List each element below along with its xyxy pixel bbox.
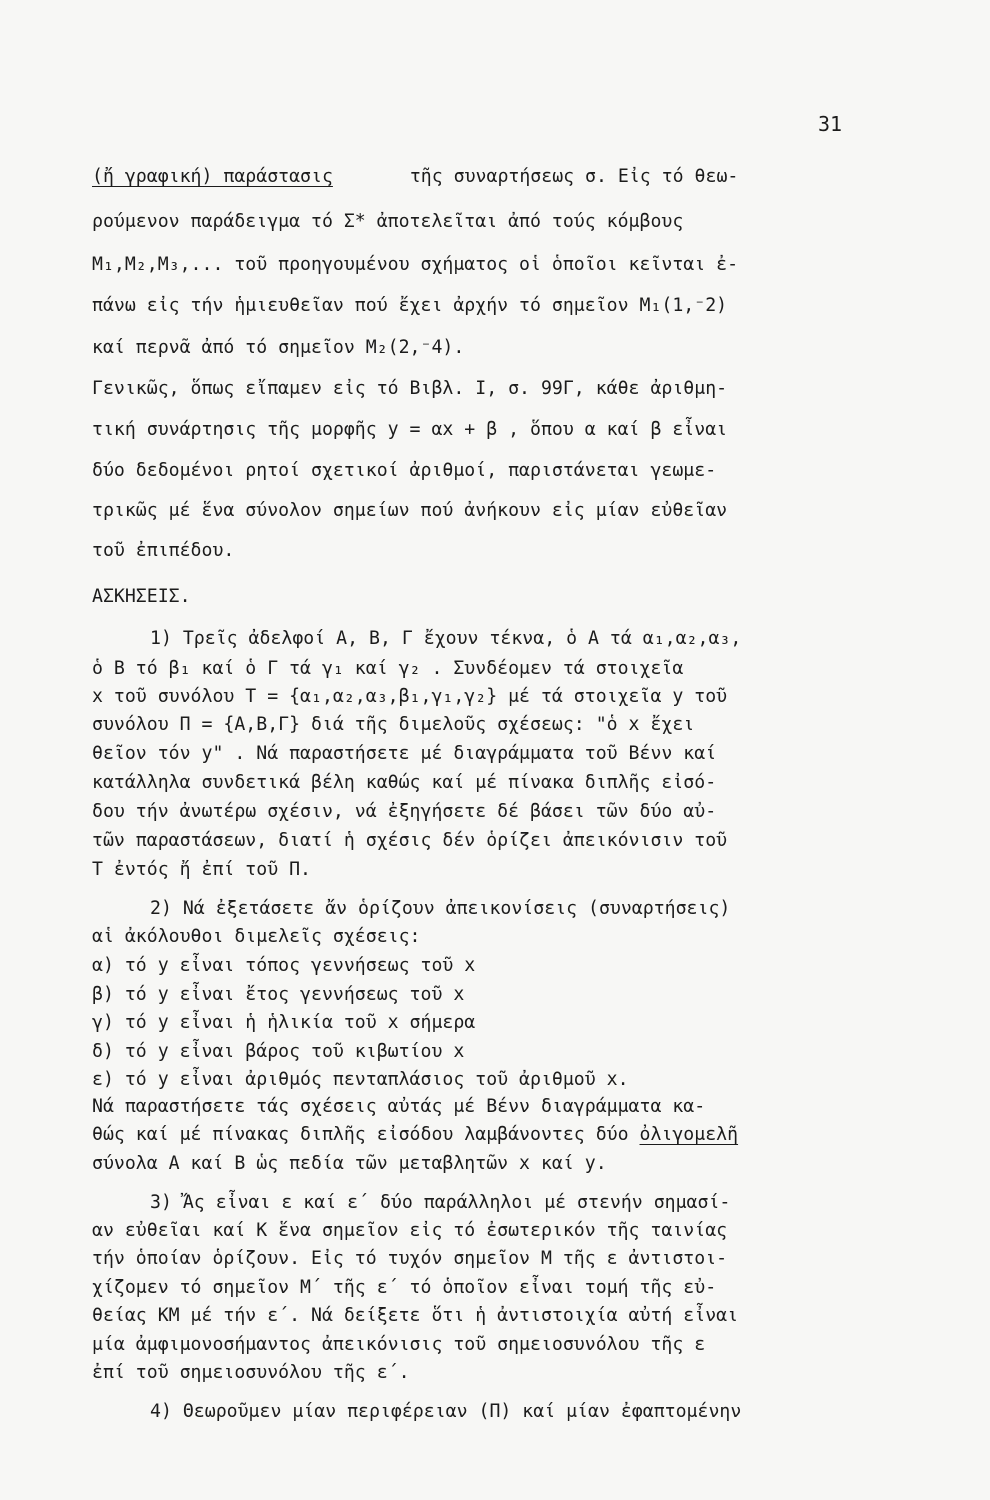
exercise-2-item: γ) τό y εἶναι ἡ ἡλικία τοῦ x σήμερα (92, 1012, 476, 1033)
exercise-4-line: 4) Θεωροῦμεν μίαν περιφέρειαν (Π) καί μίαν ἐφαπτομένην (150, 1401, 742, 1422)
intro-line: τοῦ ἐπιπέδου. (92, 540, 235, 561)
intro-line: Μ₁,Μ₂,Μ₃,... τοῦ προηγουμένου σχήματος οἱ ὁποῖοι κεῖνται ἐ- (92, 254, 739, 275)
exercise-3-line: 3) Ἄς εἶναι ε καί ε΄ δύο παράλληλοι μέ στενήν σημασί- (150, 1192, 731, 1213)
intro-line-rest: τῆς συναρτήσεως σ. Εἰς τό θεω- (409, 166, 739, 187)
intro-line: δύο δεδομένοι ρητοί σχετικοί ἀριθμοί, παριστάνεται γεωμε- (92, 460, 717, 481)
intro-line: τική συνάρτησις τῆς μορφῆς y = αx + β , ὅπου α καί β εἶναι (92, 419, 728, 440)
exercise-3-line: αν εὐθεῖαι καί Κ ἕνα σημεῖον εἰς τό ἐσωτερικόν τῆς ταινίας (92, 1220, 728, 1241)
exercise-3-line: θείας ΚΜ μέ τήν ε΄. Νά δείξετε ὅτι ἡ ἀντιστοιχία αὐτή εἶναι (92, 1305, 739, 1326)
page-number: 31 (818, 112, 843, 136)
exercise-2-line-text: θώς καί μέ πίνακας διπλῆς εἰσόδου λαμβάνοντες δύο (92, 1124, 629, 1145)
exercise-2-line: 2) Νά ἐξετάσετε ἄν ὁρίζουν ἀπεικονίσεις (συναρτήσεις) (150, 898, 731, 919)
intro-line: τρικῶς μέ ἕνα σύνολον σημείων πού ἀνήκουν εἰς μίαν εὐθεῖαν (92, 500, 728, 521)
exercise-2-item: ε) τό y εἶναι ἀριθμός πενταπλάσιος τοῦ ἀριθμοῦ x. (92, 1069, 629, 1090)
intro-underlined-phrase: (ἤ γραφική) παράστασις (92, 166, 333, 187)
exercise-2-item: δ) τό y εἶναι βάρος τοῦ κιβωτίου x (92, 1041, 465, 1062)
exercise-3-line: ἐπί τοῦ σημειοσυνόλου τῆς ε΄. (92, 1362, 410, 1383)
exercise-1-line: τῶν παραστάσεων, διατί ἡ σχέσις δέν ὁρίζει ἀπεικόνισιν τοῦ (92, 830, 728, 851)
underlined-word: ὀλιγομελῆ (639, 1124, 739, 1145)
exercise-1-line: συνόλου Π = {Α,Β,Γ} διά τῆς διμελοῦς σχέσεως: "ὁ x ἔχει (92, 714, 695, 735)
exercise-2-line: Νά παραστήσετε τάς σχέσεις αὐτάς μέ Βένν διαγράμματα κα- (92, 1096, 706, 1117)
exercise-1-line: δου τήν ἀνωτέρω σχέσιν, νά ἐξηγήσετε δέ βάσει τῶν δύο αὐ- (92, 801, 717, 822)
exercise-1-line: x τοῦ συνόλου Τ = {α₁,α₂,α₃,β₁,γ₁,γ₂} μέ τά στοιχεῖα y τοῦ (92, 686, 728, 707)
exercise-2-line: σύνολα Α καί Β ὡς πεδία τῶν μεταβλητῶν x καί y. (92, 1153, 607, 1174)
intro-line: ρούμενον παράδειγμα τό Σ* ἀποτελεῖται ἀπό τούς κόμβους (92, 211, 684, 232)
intro-line: πάνω εἰς τήν ἡμιευθεῖαν πού ἔχει ἀρχήν τό σημεῖον Μ₁(1,⁻2) (92, 295, 728, 316)
exercise-3-line: χίζομεν τό σημεῖον Μ΄ τῆς ε΄ τό ὁποῖον εἶναι τομή τῆς εὐ- (92, 1277, 717, 1298)
exercise-2-line: αἱ ἀκόλουθοι διμελεῖς σχέσεις: (92, 926, 421, 947)
exercises-heading: ΑΣΚΗΣΕΙΣ. (92, 586, 191, 607)
intro-line: καί περνᾶ ἀπό τό σημεῖον Μ₂(2,⁻4). (92, 337, 465, 358)
exercise-3-line: μία ἀμφιμονοσήμαντος ἀπεικόνισις τοῦ σημειοσυνόλου τῆς ε (92, 1334, 706, 1355)
exercise-2-item: α) τό y εἶναι τόπος γεννήσεως τοῦ x (92, 955, 476, 976)
exercise-1-line: κατάλληλα συνδετικά βέλη καθώς καί μέ πίνακα διπλῆς εἰσό- (92, 772, 717, 793)
exercise-1-line: θεῖον τόν y" . Νά παραστήσετε μέ διαγράμματα τοῦ Βένν καί (92, 743, 717, 764)
exercise-3-line: τήν ὁποίαν ὁρίζουν. Εἰς τό τυχόν σημεῖον Μ τῆς ε ἀντιστοι- (92, 1248, 728, 1269)
exercise-1-line: ὁ Β τό β₁ καί ὁ Γ τά γ₁ καί γ₂ . Συνδέομεν τά στοιχεῖα (92, 658, 684, 679)
exercise-1-line: Τ ἐντός ἤ ἐπί τοῦ Π. (92, 859, 311, 880)
intro-line (92, 168, 738, 186)
exercise-2-line (92, 1126, 738, 1144)
exercise-2-item: β) τό y εἶναι ἔτος γεννήσεως τοῦ x (92, 984, 465, 1005)
intro-line: Γενικῶς, ὅπως εἴπαμεν εἰς τό Βιβλ. Ι, σ. 99Γ, κάθε ἀριθμη- (92, 378, 728, 399)
exercise-1-line: 1) Τρεῖς ἀδελφοί Α, Β, Γ ἔχουν τέκνα, ὁ Α τά α₁,α₂,α₃, (150, 628, 742, 649)
